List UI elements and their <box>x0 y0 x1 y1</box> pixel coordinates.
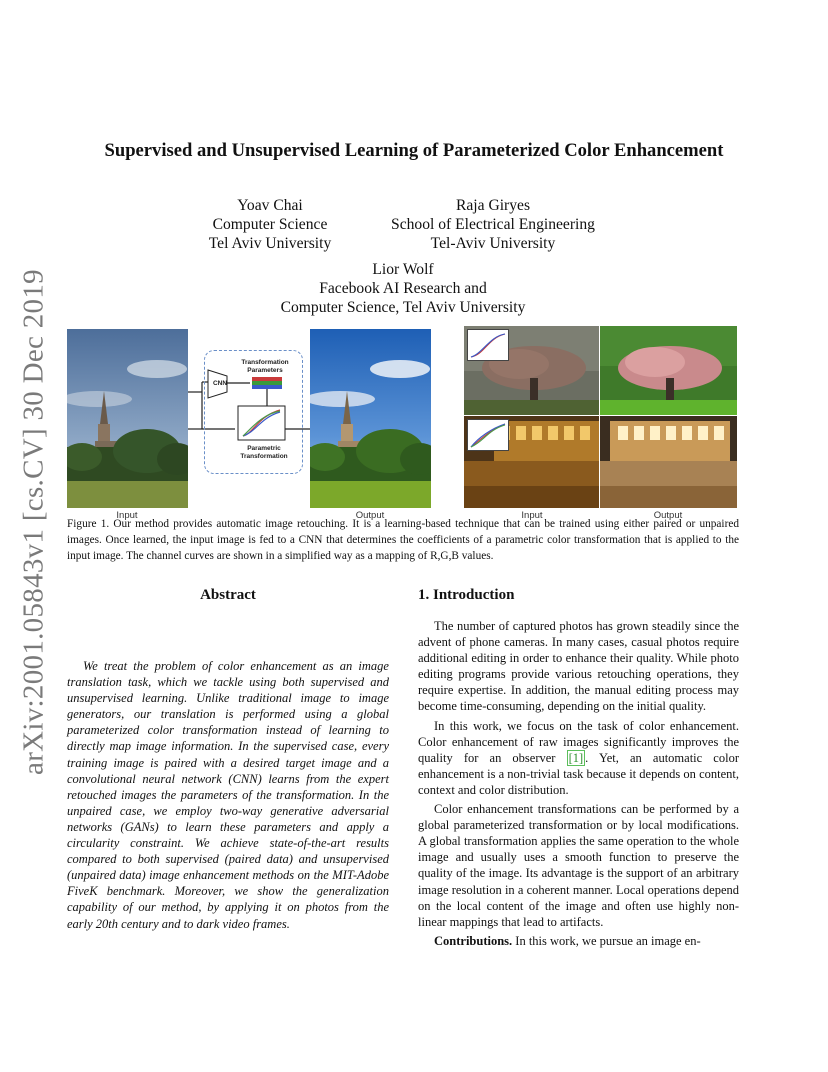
abstract-body <box>67 658 389 932</box>
intro-paragraph-4 <box>418 933 739 949</box>
author-institution: Tel Aviv University <box>208 235 332 252</box>
output-photo-colosseum <box>600 416 737 508</box>
author-block-1 <box>190 196 350 253</box>
label-input-left: Input <box>116 510 138 521</box>
label-input-right: Input <box>521 510 543 521</box>
author-affiliation: Facebook AI Research and <box>319 280 487 297</box>
author-block-3 <box>250 260 556 317</box>
author-name: Raja Giryes <box>455 197 531 214</box>
figure-1 <box>67 326 739 522</box>
input-photo-colosseum <box>464 416 599 508</box>
abstract-paragraph: We treat the problem of color enhancement as an image translation task, which we tackle using both supervised and unsupervised learning. Unlike traditional image to image generators, our translation is performed using a global parameterized color transformation instead of learning to directly map image information. In the supervised case, every training image is paired with a desired target image and a convolutional neural network (CNN) learns from the expert retouched images the parameters of the transformation. In the unpaired case, we employ two-way generative adversarial networks (GANs) to learn these parameters and apply a circularity constraint. We achieve state-of-the-art results compared to both supervised (paired data) and unsupervised (unpaired data) image enhancement methods on the MIT-Adobe FiveK benchmark. Moreover, we show the generalization capability of our method, by applying it on photos from the early 20th century and to dark video frames. <box>67 659 389 931</box>
figure-caption: Figure 1. Our method provides automatic image retouching. It is a learning-based technique that can be trained using either paired or unpaired images. Once learned, the input image is fed to a CNN that determines the coefficients of a parametric color transformation that is applied to the input image. The channel curves are shown in a simplified way as a mapping of R,G,B values. <box>67 518 739 562</box>
intro-paragraph-3: Color enhancement transformations can be performed by a global parameterized transformation or by local modifications. A global transformation applies the same operation to the whole image and usually uses a smooth function to preserve the quality of the image. Its advantage is the support of an arbitrary image resolution in a coherent manner. Local operations depend on the local content of the image and often use highly non-linear mappings that lead to artifacts. <box>418 802 739 929</box>
abstract-heading: Abstract <box>200 587 256 603</box>
intro-p2-text-a: In this work, we focus on the task of color enhancement. Color enhancement of raw images significantly improves the quality for an observer <box>418 718 739 765</box>
cnn-label: CNN <box>212 380 228 387</box>
author-name: Lior Wolf <box>372 261 434 278</box>
intro-paragraph-2 <box>418 718 739 798</box>
author-institution: Tel-Aviv University <box>430 235 556 252</box>
label-output-right: Output <box>653 510 683 521</box>
label-output-left: Output <box>355 510 385 521</box>
contributions-label: Contributions. <box>434 933 513 948</box>
introduction-heading: 1. Introduction <box>418 587 515 603</box>
parametric-transformation-label: Parametric Transformation <box>240 445 288 460</box>
intro-paragraph-1: The number of captured photos has grown steadily since the advent of phone cameras. In many cases, casual photos require additional editing in order to enhance their quality. While photo editing programs provide various retouching operations, they require expertise. In addition, the manual editing process may become time-consuming, depending on the initial quality. <box>418 619 739 714</box>
author-affiliation: Computer Science <box>212 216 328 233</box>
author-name: Yoav Chai <box>237 197 303 214</box>
author-affiliation: School of Electrical Engineering <box>391 216 595 233</box>
author-institution: Computer Science, Tel Aviv University <box>280 299 526 316</box>
introduction-body <box>418 618 739 949</box>
intro-p2-text-b: . Yet, an automatic color enhancement is a non-trivial task because it depends on content, context and color distribution. <box>418 750 739 797</box>
arxiv-identifier: arXiv:2001.05843v1 [cs.CV] 30 Dec 2019 <box>17 269 50 775</box>
tone-curve-inset <box>467 419 509 451</box>
output-photo-church <box>310 329 431 508</box>
output-photo-tree <box>600 326 737 415</box>
paper-title: Supervised and Unsupervised Learning of Parameterized Color Enhancement <box>104 140 724 161</box>
citation-link[interactable]: [1] <box>568 750 584 765</box>
transformation-parameters-label: Transformation Parameters <box>241 359 289 374</box>
intro-p4-text: In this work, we pursue an image en- <box>512 933 701 948</box>
input-photo-tree <box>464 326 599 415</box>
input-photo-church <box>67 329 188 508</box>
tone-curve-inset <box>467 329 509 361</box>
author-block-2 <box>383 196 603 253</box>
